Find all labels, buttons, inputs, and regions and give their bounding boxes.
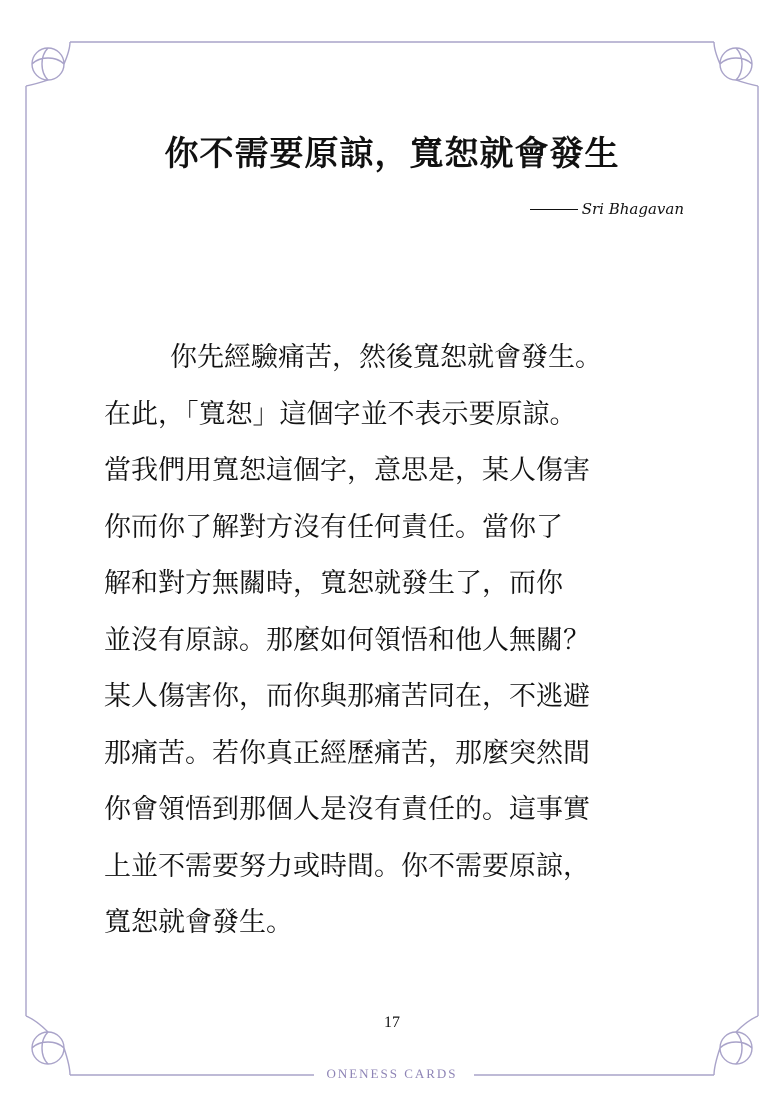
body-line: 並沒有原諒。那麼如何領悟和他人無關？	[104, 624, 590, 656]
body-line: 當我們用寬恕這個字，意思是，某人傷害	[104, 455, 590, 486]
body-line: 你而你了解對方沒有任何責任。當你了	[104, 511, 563, 543]
body-text	[104, 330, 694, 952]
attribution-dash	[530, 209, 578, 210]
body-line: 解和對方無關時，寬恕就發生了，而你	[104, 568, 563, 599]
body-line: 寬恕就會發生。	[104, 907, 293, 938]
card-title: 你不需要原諒，寬恕就會發生	[164, 134, 620, 174]
attribution	[530, 200, 684, 218]
attribution-author: Sri Bhagavan	[581, 200, 684, 218]
body-line: 那痛苦。若你真正經歷痛苦，那麼突然間	[104, 737, 590, 769]
body-line: 上並不需要努力或時間。你不需要原諒，	[104, 850, 590, 882]
body-line: 在此，「寬恕」這個字並不表示要原諒。	[104, 398, 577, 430]
body-line: 你會領悟到那個人是沒有責任的。這事實	[104, 794, 590, 825]
footer-brand	[0, 1066, 784, 1082]
body-line: 某人傷害你，而你與那痛苦同在，不逃避	[104, 681, 590, 712]
page-number: 17	[384, 1014, 400, 1031]
body-line: 你先經驗痛苦，然後寬恕就會發生。	[170, 342, 602, 373]
footer-brand-text: ONENESS CARDS	[316, 1066, 467, 1081]
